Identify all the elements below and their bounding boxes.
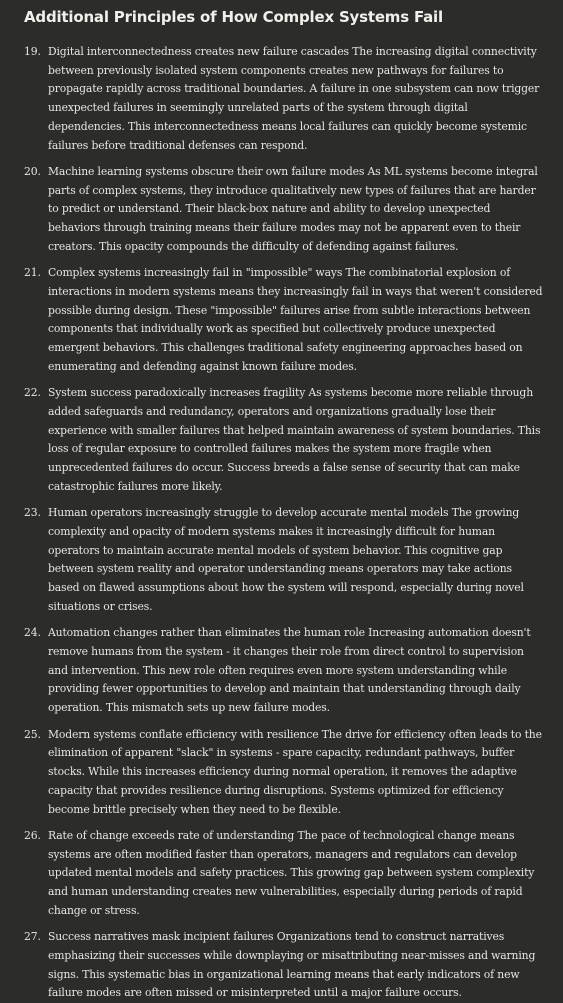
list-item-number: 20.	[24, 165, 41, 179]
list-item-number: 26.	[24, 829, 41, 842]
list-item	[24, 163, 545, 257]
list-item-text: Complex systems increasingly fail in "impossible" ways The combinatorial explosion of interactions in modern systems means they increasingly fail in ways that weren't considered possible during design. These "impossible" failures arise from subtle interactions between components that individually work as specified but collectively produce unexpected emergent behaviors. This challenges traditional safety engineering approaches based on enumerating and defending against known failure modes.	[48, 266, 543, 373]
list-item-number: 22.	[24, 386, 41, 400]
list-item-number: 21.	[24, 266, 41, 280]
list-item-number: 27.	[24, 930, 41, 944]
list-item-text: Machine learning systems obscure their own failure modes As ML systems become integral parts of complex systems, they introduce qualitatively new types of failures that are harder to predict or understand. Their black-box nature and ability to develop unexpected behaviors through training means their failure modes may not be apparent even to their creators. This opacity compounds the difficulty of defending against failures.	[48, 165, 538, 253]
list-item-text: Human operators increasingly struggle to develop accurate mental models The growing complexity and opacity of modern systems makes it increasingly difficult for human operators to maintain accurate mental models of system behavior. This cognitive gap between system reality and operator understanding means operators may take actions based on flawed assumptions about how the system will respond, especially during novel situations or crises.	[48, 506, 524, 613]
page-title: Additional Principles of How Complex Systems Fail	[24, 8, 443, 26]
principles-list	[24, 43, 545, 1003]
list-item-text: Success narratives mask incipient failures Organizations tend to construct narratives emphasizing their successes while downplaying or misattributing near-misses and warning signs. This systematic bias in organizational learning means that early indicators of new failure modes are often missed or misinterpreted until a major failure occurs.	[48, 930, 536, 1000]
list-item	[24, 504, 545, 616]
list-item	[24, 726, 545, 820]
list-item-number: 24.	[24, 626, 41, 640]
list-item	[24, 624, 545, 718]
list-item-text: System success paradoxically increases fragility As systems become more reliable through added safeguards and redundancy, operators and organizations gradually lose their experience with smaller failures that helped maintain awareness of system boundaries. This loss of regular exposure to controlled failures makes the system more fragile when unprecedented failures do occur. Success breeds a false sense of security that can make catastrophic failures more likely.	[48, 386, 541, 493]
list-item-text: Modern systems conflate efficiency with resilience The drive for efficiency often leads to the elimination of apparent "slack" in systems - spare capacity, redundant pathways, buffer stocks. While this increases efficiency during normal operation, it removes the adaptive capacity that provides resilience during disruptions. Systems optimized for efficiency become brittle precisely when they need to be flexible.	[48, 727, 542, 816]
list-item	[24, 264, 545, 376]
list-item-number: 23.	[24, 506, 41, 520]
list-item	[24, 43, 545, 155]
list-item-text: Automation changes rather than eliminates the human role Increasing automation doesn't remove humans from the system - it changes their role from direct control to supervision and intervention. This new role often requires even more system understanding while providing fewer opportunities to develop and maintain that understanding through daily operation. This mismatch sets up new failure modes.	[48, 626, 531, 715]
list-item-number: 25.	[24, 727, 41, 741]
list-item	[24, 827, 545, 921]
list-item	[24, 928, 545, 1003]
list-item-text: Rate of change exceeds rate of understanding The pace of technological change means systems are often modified faster than operators, managers and regulators can develop updated mental models and safety practices. This growing gap between system complexity and human understanding creates new vulnerabilities, especially during periods of rapid change or stress.	[48, 829, 535, 917]
list-item	[24, 384, 545, 496]
list-item-text: Digital interconnectedness creates new failure cascades The increasing digital connectivity between previously isolated system components creates new pathways for failures to propagate rapidly across traditional boundaries. A failure in one subsystem can now trigger unexpected failures in seemingly unrelated parts of the system through digital dependencies. This interconnectedness means local failures can quickly become systemic failures before traditional defenses can respond.	[48, 45, 540, 152]
list-item-number: 19.	[24, 45, 41, 58]
